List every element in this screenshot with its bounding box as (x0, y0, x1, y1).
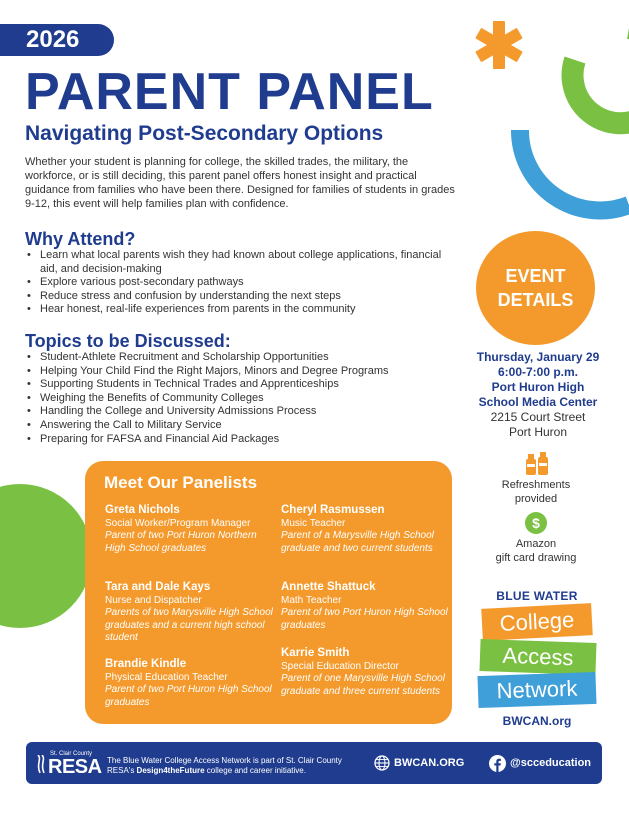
logo-blue-water: BLUE WATER (496, 589, 578, 603)
list-item: • Learn what local parents wish they had known about college applications, financial aid, and decision-making (25, 249, 445, 276)
panelist-role: Social Worker/Program Manager (105, 518, 251, 529)
footer-social-handle: @scceducation (510, 757, 592, 769)
gift-card-label (490, 538, 582, 565)
footer-text-part: college and career initiative. (204, 766, 306, 775)
refreshments-label (490, 479, 582, 506)
logo-college-band (481, 603, 593, 641)
event-venue: School Media Center (478, 395, 598, 409)
footer-description (107, 756, 367, 776)
green-arc-decoration (573, 28, 629, 123)
resa-logo-icon (36, 755, 48, 773)
panelist-role: Nurse and Dispatcher (105, 595, 202, 606)
list-item: • Helping Your Child Find the Right Majors, Minors and Degree Programs (25, 365, 445, 379)
perk-line: Amazon (515, 538, 557, 550)
footer-text-part: The Blue Water College Access Network is part of St. Clair County RESA's (107, 756, 342, 775)
list-item: • Explore various post-secondary pathways (25, 276, 445, 290)
panelist-description: Parent of one Marysville High School graduate and three current students (281, 673, 445, 697)
panelist-description: Parent of a Marysville High School graduate and two current students (281, 530, 434, 554)
logo-word-access: Access (502, 642, 574, 671)
topics-heading: Topics to be Discussed: (25, 331, 231, 351)
event-badge-line: EVENT (505, 266, 566, 286)
footer-social-link[interactable] (489, 755, 591, 771)
why-attend-heading: Why Attend? (25, 229, 136, 249)
panelist-card (105, 503, 275, 555)
green-half-circle-decoration (0, 484, 92, 628)
facebook-icon (489, 755, 506, 772)
logo-word-network: Network (496, 675, 578, 704)
panelist-card (281, 580, 451, 632)
panelist-name: Annette Shattuck (281, 581, 376, 593)
panelist-name: Greta Nichols (105, 504, 180, 516)
list-item: • Preparing for FAFSA and Financial Aid Packages (25, 433, 445, 447)
event-time: 6:00-7:00 p.m. (497, 365, 579, 379)
event-details-badge (476, 231, 595, 345)
panelist-card (105, 580, 275, 645)
list-item: • Reduce stress and confusion by understanding the next steps (25, 290, 445, 304)
panelist-description: Parent of two Port Huron Northern High School graduates (105, 530, 257, 554)
dollar-icon (525, 512, 547, 534)
panelist-card (281, 503, 451, 555)
logo-network-band (477, 672, 596, 708)
list-item: • Weighing the Benefits of Community Colleges (25, 392, 445, 406)
perk-line: provided (514, 492, 558, 505)
perk-line: Refreshments (501, 479, 571, 491)
footer-website-text: BWCAN.ORG (394, 757, 465, 769)
globe-icon (374, 755, 390, 771)
refreshments-icon (524, 450, 550, 476)
panelists-heading: Meet Our Panelists (104, 473, 258, 492)
logo-word-college: College (499, 607, 575, 636)
event-venue: Port Huron High (491, 380, 585, 394)
panelist-name: Cheryl Rasmussen (281, 504, 385, 516)
list-item: • Hear honest, real-life experiences from parents in the community (25, 303, 445, 317)
svg-text:$: $ (532, 515, 540, 531)
blue-arc-decoration (520, 130, 629, 210)
panelist-name: Karrie Smith (281, 647, 350, 659)
logo-url[interactable]: BWCAN.org (502, 714, 572, 728)
event-badge-line: DETAILS (497, 290, 574, 310)
list-item: • Supporting Students in Technical Trades and Apprenticeships (25, 378, 445, 392)
panelist-role: Special Education Director (281, 661, 399, 672)
intro-paragraph: Whether your student is planning for college, the skilled trades, the military, the workforce, or is still deciding, this parent panel offers honest insight and practical guidance from families who have been there. Designed for families of students in grades 9-12, this event will help families plan with confidence. (25, 156, 455, 210)
panelist-name: Brandie Kindle (105, 658, 187, 670)
panelist-role: Music Teacher (281, 518, 346, 529)
panelist-role: Math Teacher (281, 595, 342, 606)
panelist-role: Physical Education Teacher (105, 672, 228, 683)
page-subtitle: Navigating Post-Secondary Options (25, 122, 384, 145)
logo-access-band (479, 639, 596, 675)
year-badge: 2026 (0, 24, 114, 56)
event-details-text (462, 350, 614, 440)
panelist-description: Parent of two Port Huron High School graduates (105, 684, 272, 708)
event-street: 2215 Court Street (490, 410, 586, 424)
footer-org-subtitle: St. Clair County (50, 751, 93, 757)
list-item: • Student-Athlete Recruitment and Scholarship Opportunities (25, 351, 445, 365)
page-title: PARENT PANEL (25, 63, 434, 121)
panelist-name: Tara and Dale Kays (105, 581, 211, 593)
panelist-card (105, 657, 275, 709)
event-date: Thursday, January 29 (476, 350, 600, 364)
list-item: • Answering the Call to Military Service (25, 419, 445, 433)
perk-line: gift card drawing (495, 551, 577, 564)
topics-list (25, 351, 445, 446)
footer-text-bold: Design4theFuture (136, 766, 205, 775)
panelist-description: Parent of two Port Huron High School graduates (281, 607, 448, 631)
why-attend-list (25, 249, 445, 317)
event-city: Port Huron (508, 425, 568, 439)
footer-org-name: RESA (48, 756, 102, 778)
orange-asterisk-decoration (475, 21, 523, 69)
footer-website-link[interactable] (374, 755, 464, 771)
panelist-card (281, 646, 451, 698)
panelist-description: Parents of two Marysville High School graduates and a current high school student (105, 607, 273, 644)
list-item: • Handling the College and University Admissions Process (25, 405, 445, 419)
